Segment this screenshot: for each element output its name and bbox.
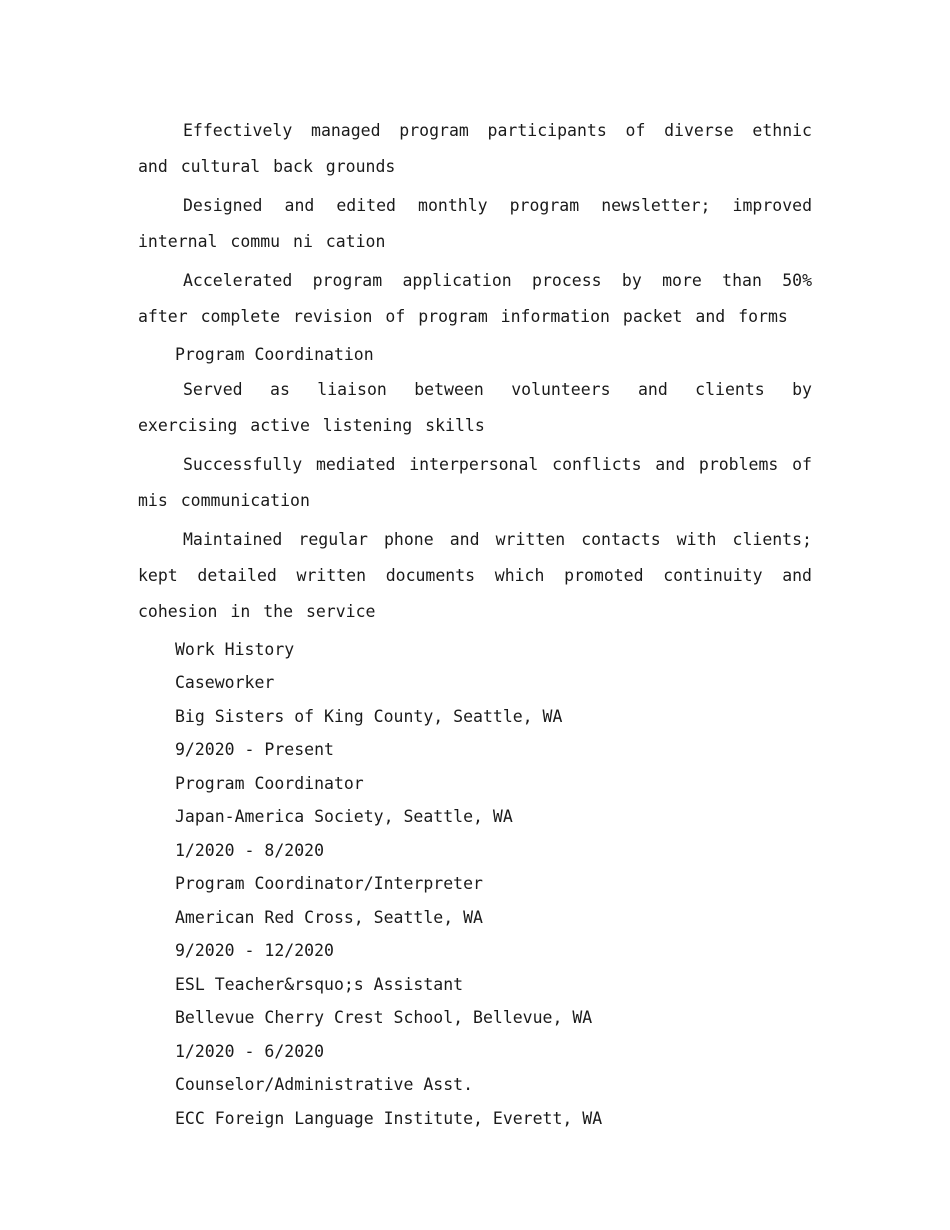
paragraph-application-process: Accelerated program application process by more than 50% after complete revision of program information packet and forms	[138, 271, 812, 326]
job-title-program-coordinator: Program Coordinator	[175, 773, 364, 793]
employer-japan-america-society: Japan-America Society, Seattle, WA	[175, 807, 513, 826]
employer-red-cross: American Red Cross, Seattle, WA	[175, 907, 483, 927]
employer-ecc-institute: ECC Foreign Language Institute, Everett, WA	[175, 1108, 603, 1128]
job-title-coordinator-interpreter: Program Coordinator/Interpreter	[175, 874, 483, 893]
document-body	[138, 113, 812, 1135]
job-title-caseworker: Caseworker	[175, 673, 275, 692]
paragraph-newsletter: Designed and edited monthly program newsletter; improved internal commu ni cation	[138, 196, 812, 251]
dates-program-coordinator: 1/2020 - 8/2020	[175, 840, 325, 860]
paragraph-mediation: Successfully mediated interpersonal conflicts and problems of mis communication	[138, 454, 812, 510]
job-title-esl-assistant: ESL Teacher&rsquo;s Assistant	[175, 974, 464, 994]
job-title-counselor: Counselor/Administrative Asst.	[175, 1075, 474, 1094]
dates-caseworker: 9/2020 - Present	[175, 740, 334, 759]
paragraph-contacts: Maintained regular phone and written contacts with clients; kept detailed written documents which promoted continuity and cohesion in the service	[138, 529, 812, 621]
paragraph-liaison: Served as liaison between volunteers and clients by exercising active listening skills	[138, 379, 812, 435]
employer-cherry-crest: Bellevue Cherry Crest School, Bellevue, WA	[175, 1008, 593, 1027]
dates-esl-assistant: 1/2020 - 6/2020	[175, 1041, 325, 1061]
section-heading-work-history: Work History	[175, 639, 295, 659]
employer-big-sisters: Big Sisters of King County, Seattle, WA	[175, 706, 563, 726]
section-heading-program-coordination: Program Coordination	[175, 345, 374, 364]
paragraph-diverse-participants: Effectively managed program participants of diverse ethnic and cultural back grounds	[138, 121, 812, 176]
dates-coordinator-interpreter: 9/2020 - 12/2020	[175, 941, 334, 960]
